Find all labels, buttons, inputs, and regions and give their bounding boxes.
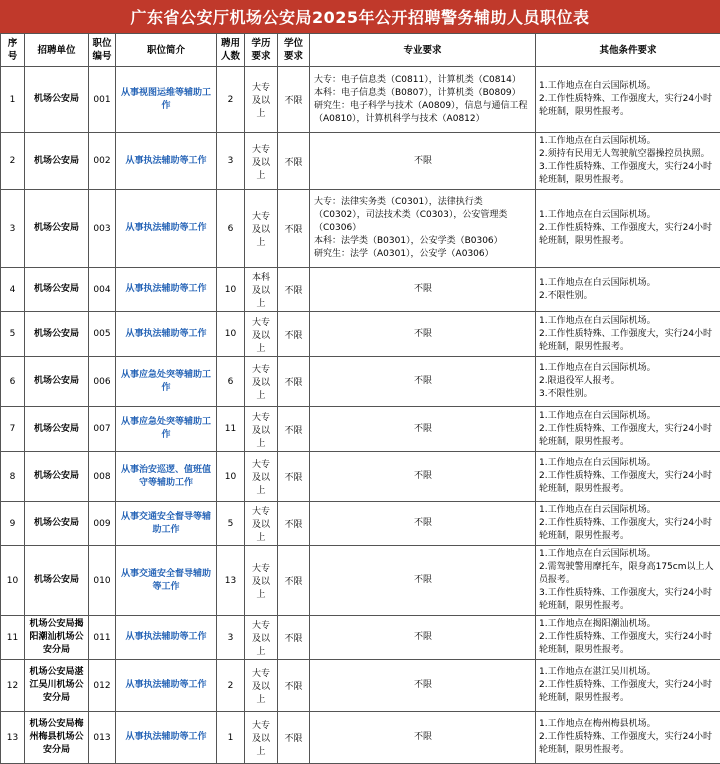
cell-edu: 大专及以上 [245,616,278,660]
cell-num: 1 [217,712,245,764]
cell-desc: 从事执法辅助等工作 [116,712,217,764]
cell-edu: 大专及以上 [245,452,278,502]
cell-edu: 大专及以上 [245,407,278,452]
cell-major [310,546,536,616]
page-title: 广东省公安厅机场公安局2025年公开招聘警务辅助人员职位表 [0,0,720,33]
cell-edu: 大专及以上 [245,133,278,190]
cell-other-line: 1.工作地点在白云国际机场。 [539,80,717,93]
cell-unit: 机场公安局湛江吴川机场公安分局 [25,660,89,712]
cell-other-line: 2.工作性质特殊、工作强度大，实行24小时轮班制，限男性报考。 [539,470,717,496]
cell-seq: 11 [1,616,25,660]
position-table [0,33,720,764]
table-row [1,502,720,546]
cell-desc: 从事执法辅助等工作 [116,190,217,268]
cell-code: 004 [89,268,116,312]
cell-edu: 大专及以上 [245,190,278,268]
header-unit: 招聘单位 [25,34,89,67]
cell-seq: 6 [1,357,25,407]
cell-desc: 从事视图运维等辅助工作 [116,67,217,133]
cell-unit: 机场公安局 [25,67,89,133]
cell-desc: 从事执法辅助等工作 [116,660,217,712]
cell-other [536,616,720,660]
cell-degree: 不限 [278,407,310,452]
cell-other-line: 1.工作地点在白云国际机场。 [539,277,717,290]
cell-unit: 机场公安局 [25,133,89,190]
cell-other-line: 1.工作地点在白云国际机场。 [539,209,717,222]
cell-major-line: 不限 [314,423,532,436]
table-row [1,268,720,312]
cell-other [536,312,720,357]
cell-edu: 大专及以上 [245,312,278,357]
cell-major-line: 不限 [314,283,532,296]
header-desc: 职位简介 [116,34,217,67]
cell-major-line: 不限 [314,155,532,168]
header-degree: 学位要求 [278,34,310,67]
cell-other-line: 2.工作性质特殊、工作强度大，实行24小时轮班制，限男性报考。 [539,423,717,449]
cell-major-line: 不限 [314,574,532,587]
table-row [1,452,720,502]
cell-desc: 从事应急处突等辅助工作 [116,407,217,452]
cell-unit: 机场公安局 [25,546,89,616]
cell-other-line: 2.工作性质特殊、工作强度大，实行24小时轮班制，限男性报考。 [539,631,717,657]
table-row [1,67,720,133]
cell-code: 001 [89,67,116,133]
cell-seq: 9 [1,502,25,546]
cell-other-line: 2.须持有民用无人驾驶航空器操控员执照。 [539,148,717,161]
cell-major [310,133,536,190]
cell-other-line: 1.工作地点在揭阳潮汕机场。 [539,618,717,631]
cell-other [536,67,720,133]
cell-unit: 机场公安局 [25,357,89,407]
cell-major-line: 大专：法律实务类（C0301），法律执行类（C0302），司法技术类（C0303），公安管理类（C0306） [314,196,532,235]
cell-major-line: 研究生：法学（A0301），公安学（A0306） [314,248,532,261]
cell-num: 11 [217,407,245,452]
cell-other-line: 2.工作性质特殊、工作强度大，实行24小时轮班制，限男性报考。 [539,93,717,119]
cell-other-line: 3.工作性质特殊、工作强度大，实行24小时轮班制，限男性报考。 [539,587,717,613]
cell-major-line: 不限 [314,731,532,744]
cell-major-line: 本科：法学类（B0301），公安学类（B0306） [314,235,532,248]
cell-code: 010 [89,546,116,616]
cell-desc: 从事治安巡逻、值班值守等辅助工作 [116,452,217,502]
cell-other-line: 1.工作地点在梅州梅县机场。 [539,718,717,731]
cell-major-line: 不限 [314,631,532,644]
header-row [1,34,720,67]
cell-degree: 不限 [278,312,310,357]
cell-major-line: 本科：电子信息类（B0807），计算机类（B0809） [314,87,532,100]
cell-num: 10 [217,268,245,312]
cell-seq: 8 [1,452,25,502]
cell-other [536,546,720,616]
cell-other-line: 3.不限性别。 [539,388,717,401]
cell-other [536,357,720,407]
table-row [1,546,720,616]
cell-major [310,357,536,407]
cell-code: 012 [89,660,116,712]
cell-other-line: 1.工作地点在白云国际机场。 [539,362,717,375]
cell-unit: 机场公安局 [25,502,89,546]
cell-code: 003 [89,190,116,268]
cell-major-line: 不限 [314,470,532,483]
cell-edu: 大专及以上 [245,357,278,407]
cell-other-line: 2.工作性质特殊、工作强度大，实行24小时轮班制，限男性报考。 [539,517,717,543]
table-row [1,712,720,764]
cell-num: 2 [217,660,245,712]
cell-major [310,407,536,452]
cell-edu: 大专及以上 [245,660,278,712]
cell-degree: 不限 [278,712,310,764]
header-edu: 学历要求 [245,34,278,67]
cell-other-line: 2.工作性质特殊、工作强度大，实行24小时轮班制，限男性报考。 [539,731,717,757]
cell-seq: 10 [1,546,25,616]
cell-desc: 从事执法辅助等工作 [116,268,217,312]
cell-other [536,268,720,312]
cell-degree: 不限 [278,133,310,190]
cell-num: 3 [217,616,245,660]
cell-other-line: 1.工作地点在白云国际机场。 [539,457,717,470]
cell-desc: 从事执法辅助等工作 [116,312,217,357]
header-other: 其他条件要求 [536,34,720,67]
cell-other-line: 1.工作地点在湛江吴川机场。 [539,666,717,679]
cell-degree: 不限 [278,660,310,712]
cell-major [310,312,536,357]
cell-other [536,407,720,452]
cell-major-line: 不限 [314,679,532,692]
cell-major [310,660,536,712]
cell-code: 013 [89,712,116,764]
cell-other-line: 3.工作性质特殊、工作强度大，实行24小时轮班制，限男性报考。 [539,161,717,187]
cell-major-line: 不限 [314,328,532,341]
cell-desc: 从事执法辅助等工作 [116,133,217,190]
cell-edu: 本科及以上 [245,268,278,312]
cell-seq: 13 [1,712,25,764]
cell-code: 009 [89,502,116,546]
table-row [1,133,720,190]
cell-code: 011 [89,616,116,660]
cell-seq: 12 [1,660,25,712]
cell-num: 10 [217,452,245,502]
cell-code: 006 [89,357,116,407]
header-major: 专业要求 [310,34,536,67]
cell-degree: 不限 [278,616,310,660]
cell-unit: 机场公安局 [25,190,89,268]
cell-other [536,133,720,190]
cell-desc: 从事交通安全督导等辅助工作 [116,502,217,546]
cell-num: 6 [217,190,245,268]
table-row [1,312,720,357]
cell-other-line: 2.工作性质特殊、工作强度大，实行24小时轮班制，限男性报考。 [539,328,717,354]
cell-other-line: 1.工作地点在白云国际机场。 [539,135,717,148]
table-row [1,616,720,660]
table-body [1,67,720,764]
cell-major [310,712,536,764]
cell-num: 3 [217,133,245,190]
cell-other-line: 1.工作地点在白云国际机场。 [539,410,717,423]
table-row [1,190,720,268]
table-row [1,660,720,712]
cell-seq: 7 [1,407,25,452]
cell-desc: 从事应急处突等辅助工作 [116,357,217,407]
cell-code: 005 [89,312,116,357]
cell-edu: 大专及以上 [245,712,278,764]
cell-seq: 3 [1,190,25,268]
header-code: 职位编号 [89,34,116,67]
cell-other-line: 2.需驾驶警用摩托车，限身高175cm以上人员报考。 [539,561,717,587]
table-row [1,407,720,452]
cell-degree: 不限 [278,452,310,502]
cell-degree: 不限 [278,546,310,616]
cell-code: 008 [89,452,116,502]
cell-desc: 从事执法辅助等工作 [116,616,217,660]
cell-major-line: 不限 [314,517,532,530]
cell-degree: 不限 [278,268,310,312]
cell-unit: 机场公安局揭阳潮汕机场公安分局 [25,616,89,660]
cell-unit: 机场公安局 [25,268,89,312]
cell-major-line: 不限 [314,375,532,388]
header-num: 聘用人数 [217,34,245,67]
table-row [1,357,720,407]
cell-other [536,660,720,712]
cell-other [536,502,720,546]
cell-seq: 5 [1,312,25,357]
cell-other-line: 2.不限性别。 [539,290,717,303]
cell-desc: 从事交通安全督导辅助等工作 [116,546,217,616]
cell-other-line: 1.工作地点在白云国际机场。 [539,315,717,328]
cell-degree: 不限 [278,190,310,268]
cell-other-line: 1.工作地点在白云国际机场。 [539,548,717,561]
cell-major [310,616,536,660]
cell-other [536,452,720,502]
cell-major [310,268,536,312]
cell-major [310,452,536,502]
cell-other [536,712,720,764]
cell-num: 13 [217,546,245,616]
cell-other-line: 2.限退役军人报考。 [539,375,717,388]
cell-other-line: 2.工作性质特殊、工作强度大，实行24小时轮班制，限男性报考。 [539,679,717,705]
cell-unit: 机场公安局 [25,312,89,357]
cell-major [310,502,536,546]
cell-major [310,190,536,268]
cell-unit: 机场公安局梅州梅县机场公安分局 [25,712,89,764]
cell-num: 2 [217,67,245,133]
cell-other-line: 1.工作地点在白云国际机场。 [539,504,717,517]
cell-degree: 不限 [278,502,310,546]
cell-major [310,67,536,133]
cell-edu: 大专及以上 [245,502,278,546]
cell-major-line: 大专：电子信息类（C0811），计算机类（C0814） [314,74,532,87]
cell-other-line: 2.工作性质特殊、工作强度大，实行24小时轮班制，限男性报考。 [539,222,717,248]
cell-code: 002 [89,133,116,190]
cell-seq: 4 [1,268,25,312]
cell-seq: 2 [1,133,25,190]
cell-seq: 1 [1,67,25,133]
cell-num: 6 [217,357,245,407]
cell-degree: 不限 [278,67,310,133]
cell-unit: 机场公安局 [25,407,89,452]
cell-unit: 机场公安局 [25,452,89,502]
cell-edu: 大专及以上 [245,546,278,616]
cell-edu: 大专及以上 [245,67,278,133]
cell-other [536,190,720,268]
cell-num: 5 [217,502,245,546]
cell-num: 10 [217,312,245,357]
cell-major-line: 研究生：电子科学与技术（A0809），信息与通信工程（A0810），计算机科学与技术（A0812） [314,100,532,126]
cell-code: 007 [89,407,116,452]
cell-degree: 不限 [278,357,310,407]
header-seq: 序号 [1,34,25,67]
